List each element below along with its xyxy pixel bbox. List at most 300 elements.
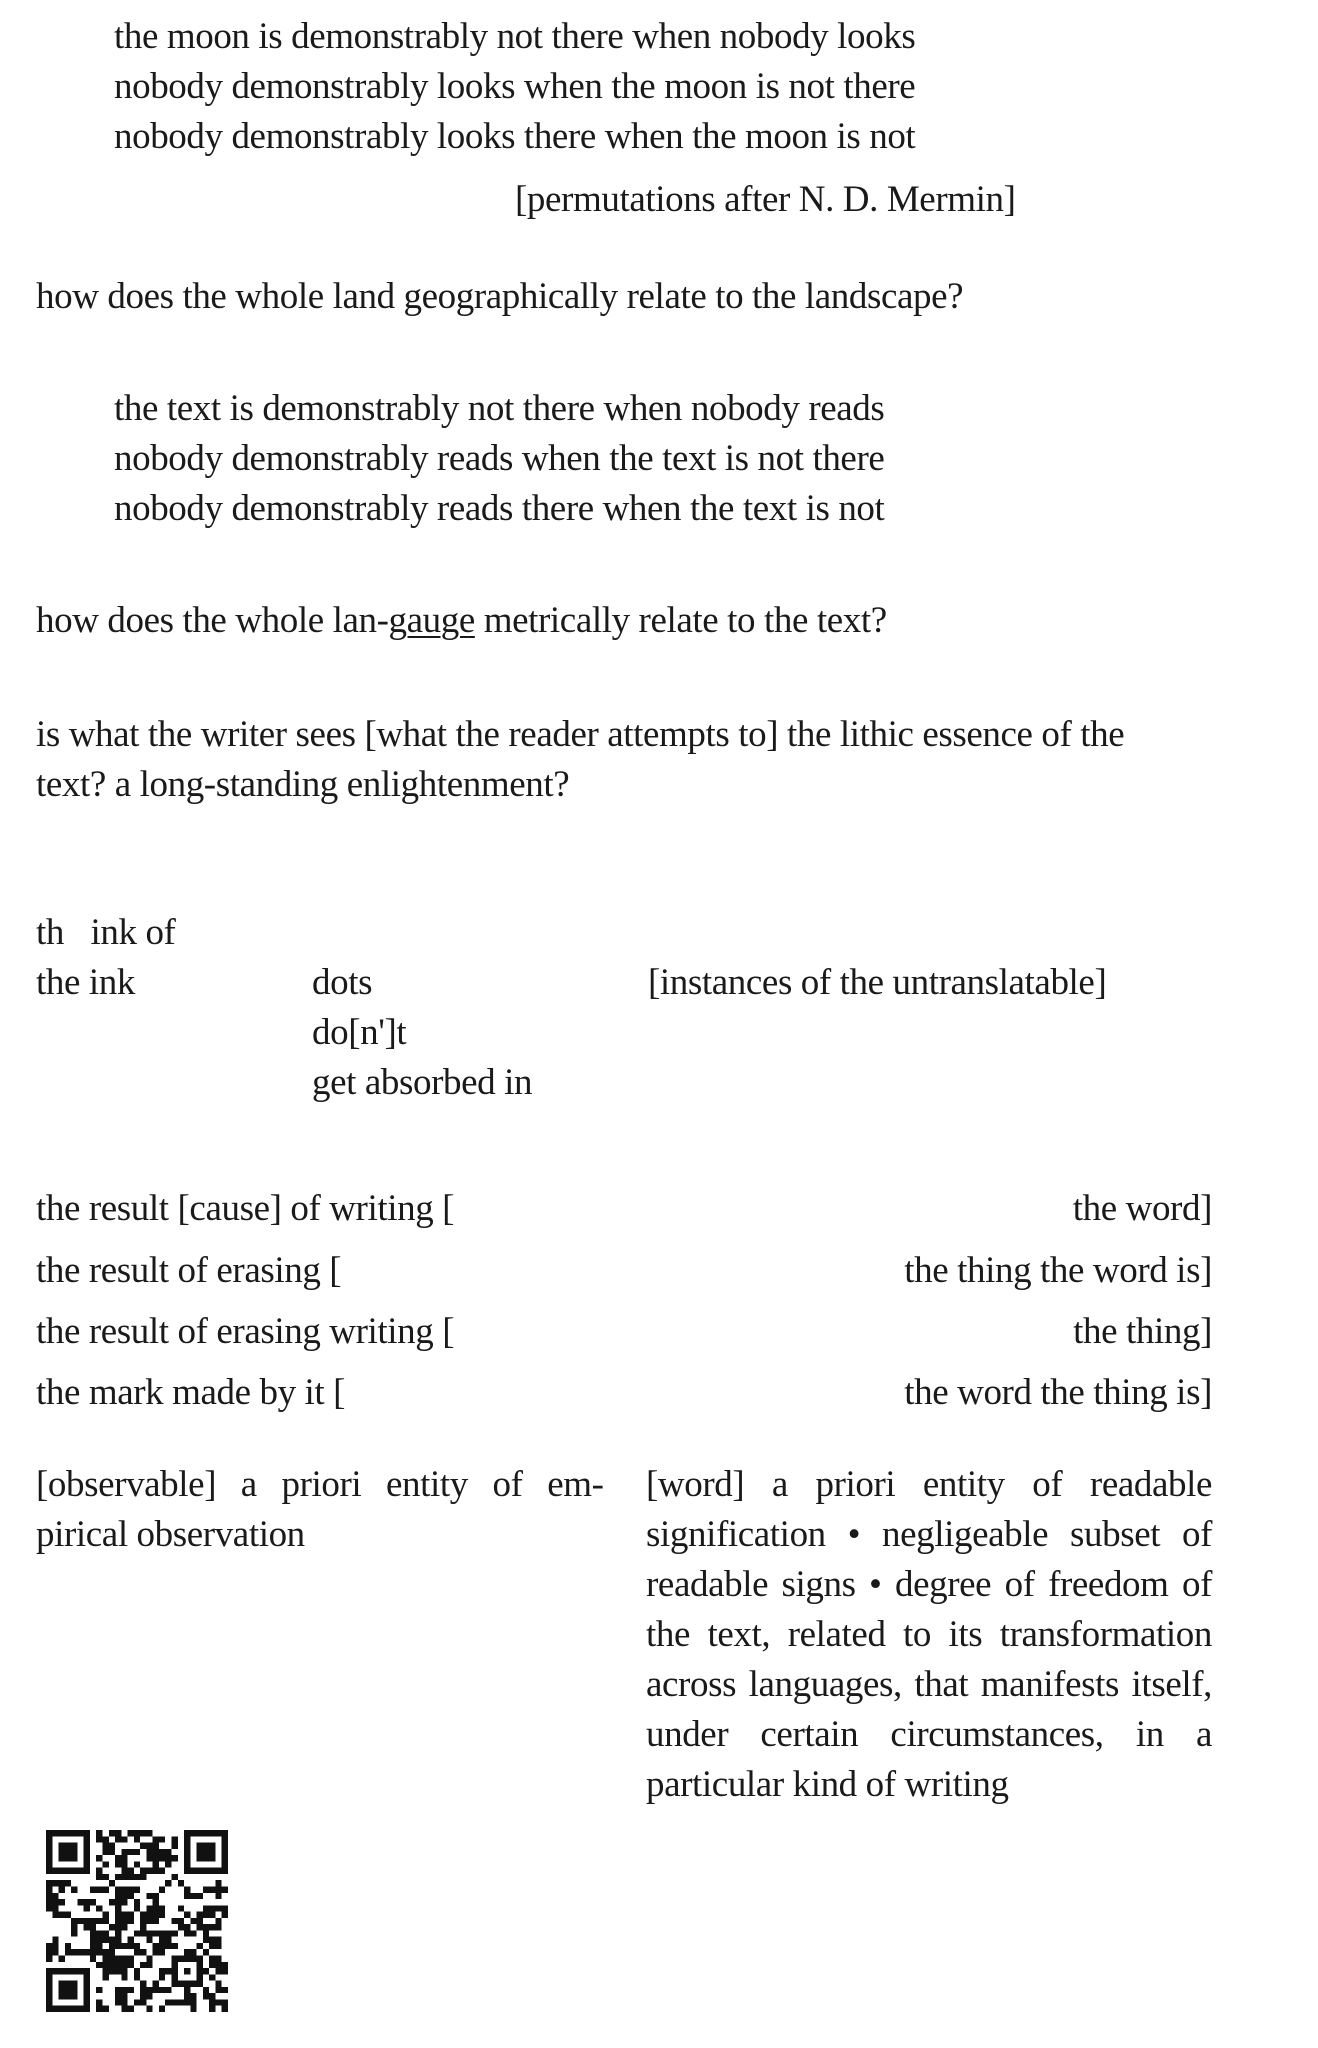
qr-module xyxy=(140,1843,146,1849)
qr-module xyxy=(115,1987,121,1993)
qr-module xyxy=(159,1974,165,1980)
qr-module xyxy=(140,1993,146,1999)
qr-module xyxy=(115,1836,121,1842)
qr-module xyxy=(140,1874,146,1880)
attribution: [permutations after N. D. Mermin] xyxy=(515,179,1016,220)
qr-module xyxy=(46,1956,52,1962)
qr-module xyxy=(203,1912,209,1918)
qr-module xyxy=(190,1999,196,2005)
qr-module xyxy=(159,1968,165,1974)
qr-module xyxy=(109,1968,115,1974)
qr-module xyxy=(71,1993,77,1999)
qr-module xyxy=(215,1968,221,1974)
qr-module xyxy=(215,1962,221,1968)
qr-module xyxy=(222,1905,228,1911)
qr-module xyxy=(165,1968,171,1974)
qr-module xyxy=(65,1880,71,1886)
qr-module xyxy=(59,1981,65,1987)
qr-module xyxy=(209,2006,215,2012)
qr-module xyxy=(190,1830,196,1836)
qr-module xyxy=(159,1905,165,1911)
qr-module xyxy=(197,1956,203,1962)
qr-module xyxy=(172,1981,178,1987)
qr-module xyxy=(71,1949,77,1955)
qr-module xyxy=(115,1962,121,1968)
definition-right: [word] a priori entity of readable signification • negligeable subset of readable signs • degree of freedom of the text, related to its transformation across languages, that manifests itself, under certain circumstances, in a particular kind of writing xyxy=(646,1464,1212,1805)
qr-module xyxy=(46,1949,52,1955)
qr-module xyxy=(140,1987,146,1993)
qr-module xyxy=(153,1855,159,1861)
qr-module xyxy=(84,1987,90,1993)
qr-module xyxy=(197,1981,203,1987)
qr-module xyxy=(140,1949,146,1955)
qr-module xyxy=(121,1893,127,1899)
qr-module xyxy=(134,1874,140,1880)
qr-module xyxy=(59,2006,65,2012)
qr-module xyxy=(71,1849,77,1855)
qr-module xyxy=(178,1981,184,1987)
qr-module xyxy=(134,1974,140,1980)
question-language-before: how does the whole lan- xyxy=(36,600,389,641)
qr-module xyxy=(121,1974,127,1980)
qr-module xyxy=(96,1930,102,1936)
qr-module xyxy=(153,1836,159,1842)
qr-module xyxy=(184,1843,190,1849)
qr-module xyxy=(178,1880,184,1886)
qr-module xyxy=(197,1918,203,1924)
qr-module xyxy=(46,1855,52,1861)
qr-module xyxy=(159,1987,165,1993)
qr-module xyxy=(178,1918,184,1924)
qr-module xyxy=(77,1868,83,1874)
qr-module xyxy=(178,1956,184,1962)
qr-module xyxy=(215,1918,221,1924)
qr-module xyxy=(172,1956,178,1962)
qr-module xyxy=(165,1937,171,1943)
qr-module xyxy=(146,1918,152,1924)
qr-module xyxy=(96,1855,102,1861)
qr-module xyxy=(115,1855,121,1861)
qr-module xyxy=(90,1924,96,1930)
qr-module xyxy=(172,1930,178,1936)
question-writer-line-1: is what the writer sees [what the reader attempts to] the lithic essence of the xyxy=(36,714,1125,755)
qr-module xyxy=(184,1855,190,1861)
qr-module xyxy=(77,1968,83,1974)
qr-module xyxy=(203,1843,209,1849)
qr-module xyxy=(128,1937,134,1943)
qr-module xyxy=(153,1930,159,1936)
qr-module xyxy=(46,1943,52,1949)
qr-module xyxy=(52,2006,58,2012)
qr-module xyxy=(184,1999,190,2005)
qr-module xyxy=(146,1843,152,1849)
qr-module xyxy=(65,1843,71,1849)
qr-module xyxy=(109,1949,115,1955)
qr-module xyxy=(121,1943,127,1949)
question-land: how does the whole land geographically relate to the landscape? xyxy=(36,276,964,317)
qr-module xyxy=(209,1905,215,1911)
qr-module xyxy=(77,2006,83,2012)
qr-module xyxy=(84,1836,90,1842)
qr-module xyxy=(46,1993,52,1999)
qr-module xyxy=(84,1849,90,1855)
result-row-2-left: the result of erasing [ xyxy=(36,1250,342,1291)
qr-module xyxy=(134,1999,140,2005)
qr-module xyxy=(102,1861,108,1867)
qr-module xyxy=(209,1886,215,1892)
qr-module xyxy=(203,1924,209,1930)
qr-module xyxy=(115,1968,121,1974)
qr-module xyxy=(222,1962,228,1968)
ink-column-line-2: do[n']t xyxy=(312,1012,407,1053)
qr-module xyxy=(146,1893,152,1899)
qr-module xyxy=(46,1843,52,1849)
qr-module xyxy=(96,1962,102,1968)
qr-module xyxy=(71,1918,77,1924)
qr-module xyxy=(209,1843,215,1849)
qr-module xyxy=(222,1999,228,2005)
qr-module xyxy=(165,1999,171,2005)
qr-module xyxy=(52,1893,58,1899)
stanza-moon-line-2: nobody demonstrably looks when the moon is not there xyxy=(114,66,916,107)
qr-module xyxy=(172,1974,178,1980)
qr-module xyxy=(190,1993,196,1999)
qr-module xyxy=(128,1987,134,1993)
qr-module xyxy=(65,1987,71,1993)
qr-module xyxy=(197,1968,203,1974)
qr-module xyxy=(84,1993,90,1999)
qr-module xyxy=(222,2006,228,2012)
qr-module xyxy=(146,1830,152,1836)
qr-module xyxy=(184,1830,190,1836)
qr-module xyxy=(52,1905,58,1911)
ink-line-2: the ink xyxy=(36,962,135,1003)
ink-column-line-3: get absorbed in xyxy=(312,1062,533,1103)
qr-module xyxy=(159,1930,165,1936)
qr-module xyxy=(121,1874,127,1880)
qr-module xyxy=(121,1968,127,1974)
qr-module xyxy=(71,1981,77,1987)
qr-module xyxy=(121,1861,127,1867)
qr-module xyxy=(222,1849,228,1855)
qr-code-icon xyxy=(46,1830,228,2012)
qr-module xyxy=(46,1836,52,1842)
qr-module xyxy=(96,1830,102,1836)
result-row-3-left: the result of erasing writing [ xyxy=(36,1311,455,1352)
qr-module xyxy=(153,1905,159,1911)
qr-module xyxy=(121,1924,127,1930)
qr-module xyxy=(184,1981,190,1987)
qr-module xyxy=(184,1886,190,1892)
qr-module xyxy=(90,1930,96,1936)
qr-module xyxy=(46,1987,52,1993)
qr-module xyxy=(172,1843,178,1849)
qr-module xyxy=(84,1924,90,1930)
qr-module xyxy=(159,1912,165,1918)
stanza-text-line-2: nobody demonstrably reads when the text is not there xyxy=(114,438,885,479)
qr-module xyxy=(134,1968,140,1974)
qr-module xyxy=(215,1893,221,1899)
qr-module xyxy=(203,1886,209,1892)
qr-module xyxy=(71,1968,77,1974)
qr-module xyxy=(59,1956,65,1962)
qr-module xyxy=(59,1855,65,1861)
qr-module xyxy=(197,1855,203,1861)
qr-module xyxy=(65,1943,71,1949)
qr-module xyxy=(90,1949,96,1955)
qr-module xyxy=(172,1999,178,2005)
qr-module xyxy=(146,1855,152,1861)
qr-module xyxy=(209,1924,215,1930)
qr-module xyxy=(140,1962,146,1968)
qr-module xyxy=(203,1855,209,1861)
qr-module xyxy=(190,1949,196,1955)
qr-module xyxy=(165,1987,171,1993)
qr-module xyxy=(165,1880,171,1886)
qr-module xyxy=(65,1949,71,1955)
qr-module xyxy=(96,1836,102,1842)
qr-module xyxy=(84,1899,90,1905)
qr-module xyxy=(146,1993,152,1999)
qr-module xyxy=(159,1949,165,1955)
qr-module xyxy=(215,1937,221,1943)
qr-module xyxy=(52,1899,58,1905)
qr-module xyxy=(203,1987,209,1993)
qr-module xyxy=(172,1962,178,1968)
qr-module xyxy=(115,1943,121,1949)
qr-module xyxy=(159,1855,165,1861)
qr-module xyxy=(159,2006,165,2012)
qr-module xyxy=(121,1849,127,1855)
qr-module xyxy=(46,1974,52,1980)
qr-module xyxy=(140,1918,146,1924)
qr-module xyxy=(134,1849,140,1855)
qr-module xyxy=(222,1868,228,1874)
qr-module xyxy=(59,1830,65,1836)
qr-module xyxy=(71,1868,77,1874)
qr-module xyxy=(121,1962,127,1968)
qr-module xyxy=(90,1937,96,1943)
qr-module xyxy=(165,1861,171,1867)
qr-module xyxy=(109,1830,115,1836)
qr-module xyxy=(134,1943,140,1949)
qr-module xyxy=(222,1861,228,1867)
qr-module xyxy=(209,1937,215,1943)
qr-module xyxy=(121,1999,127,2005)
qr-module xyxy=(203,1968,209,1974)
qr-module xyxy=(77,1899,83,1905)
qr-module xyxy=(115,1956,121,1962)
qr-module xyxy=(102,1968,108,1974)
qr-module xyxy=(59,1880,65,1886)
qr-module xyxy=(184,1861,190,1867)
qr-module xyxy=(197,1924,203,1930)
ink-line-1: th ink of xyxy=(36,912,176,953)
qr-module xyxy=(140,1930,146,1936)
qr-module xyxy=(222,1987,228,1993)
qr-module xyxy=(190,1868,196,1874)
qr-module xyxy=(172,1855,178,1861)
qr-module xyxy=(115,1899,121,1905)
qr-module xyxy=(190,1918,196,1924)
qr-module xyxy=(140,1830,146,1836)
qr-module xyxy=(59,1843,65,1849)
qr-module xyxy=(140,1999,146,2005)
qr-module xyxy=(59,1912,65,1918)
qr-module xyxy=(71,1843,77,1849)
qr-module xyxy=(46,1861,52,1867)
qr-module xyxy=(52,1830,58,1836)
question-writer xyxy=(36,710,1124,810)
qr-module xyxy=(109,1849,115,1855)
qr-module xyxy=(65,1981,71,1987)
qr-module xyxy=(84,1843,90,1849)
qr-module xyxy=(102,1874,108,1880)
qr-module xyxy=(84,1905,90,1911)
qr-module xyxy=(102,1886,108,1892)
qr-module xyxy=(190,1930,196,1936)
qr-module xyxy=(215,1943,221,1949)
qr-module xyxy=(115,1937,121,1943)
qr-module xyxy=(65,1849,71,1855)
qr-module xyxy=(121,1855,127,1861)
qr-module xyxy=(172,1874,178,1880)
stanza-text-line-3: nobody demonstrably reads there when the text is not xyxy=(114,488,885,529)
qr-module xyxy=(134,1905,140,1911)
qr-module xyxy=(222,1855,228,1861)
qr-module xyxy=(165,1930,171,1936)
qr-module xyxy=(59,1886,65,1892)
qr-module xyxy=(84,1830,90,1836)
qr-module xyxy=(121,1993,127,1999)
qr-module xyxy=(153,1861,159,1867)
qr-module xyxy=(128,2006,134,2012)
qr-module xyxy=(209,1912,215,1918)
qr-module xyxy=(128,1962,134,1968)
qr-module xyxy=(197,1849,203,1855)
qr-module xyxy=(197,1962,203,1968)
qr-module xyxy=(59,1968,65,1974)
qr-module xyxy=(140,1981,146,1987)
result-row-3-right: the thing] xyxy=(1073,1311,1212,1352)
qr-module xyxy=(71,1930,77,1936)
qr-module xyxy=(190,2006,196,2012)
qr-module xyxy=(159,1886,165,1892)
qr-module xyxy=(59,1993,65,1999)
qr-module xyxy=(197,1893,203,1899)
qr-module xyxy=(52,1912,58,1918)
qr-module xyxy=(153,1843,159,1849)
qr-module xyxy=(146,1956,152,1962)
qr-module xyxy=(52,1880,58,1886)
qr-module xyxy=(215,1830,221,1836)
qr-module xyxy=(209,1849,215,1855)
qr-module xyxy=(146,2006,152,2012)
qr-module xyxy=(153,1918,159,1924)
qr-module xyxy=(184,1849,190,1855)
qr-module xyxy=(153,1893,159,1899)
qr-module xyxy=(146,1987,152,1993)
qr-module xyxy=(109,1899,115,1905)
qr-module xyxy=(115,1918,121,1924)
qr-module xyxy=(52,1868,58,1874)
qr-module xyxy=(190,1893,196,1899)
qr-module xyxy=(128,1868,134,1874)
stanza-moon-line-1: the moon is demonstrably not there when nobody looks xyxy=(114,16,916,57)
qr-module xyxy=(102,1956,108,1962)
qr-module xyxy=(209,1974,215,1980)
qr-module xyxy=(102,2006,108,2012)
qr-module xyxy=(128,1849,134,1855)
qr-module xyxy=(184,1912,190,1918)
qr-module xyxy=(96,1874,102,1880)
qr-module xyxy=(46,1968,52,1974)
qr-module xyxy=(197,1974,203,1980)
qr-module xyxy=(121,1912,127,1918)
qr-module xyxy=(222,1830,228,1836)
qr-module xyxy=(84,1968,90,1974)
qr-module xyxy=(222,1968,228,1974)
qr-module xyxy=(46,2006,52,2012)
qr-module xyxy=(84,2006,90,2012)
qr-module xyxy=(46,1981,52,1987)
qr-module xyxy=(121,1918,127,1924)
qr-module xyxy=(115,1893,121,1899)
qr-module xyxy=(84,1981,90,1987)
qr-module xyxy=(90,1899,96,1905)
qr-module xyxy=(46,1830,52,1836)
result-row-4-left: the mark made by it [ xyxy=(36,1372,346,1413)
qr-module xyxy=(109,1962,115,1968)
qr-module xyxy=(203,1905,209,1911)
qr-module xyxy=(178,1999,184,2005)
qr-module xyxy=(134,1886,140,1892)
qr-module xyxy=(197,1843,203,1849)
qr-module xyxy=(209,1962,215,1968)
qr-module xyxy=(215,1905,221,1911)
qr-module xyxy=(165,1855,171,1861)
qr-module xyxy=(109,1924,115,1930)
qr-module xyxy=(46,1868,52,1874)
qr-module xyxy=(121,1956,127,1962)
qr-module xyxy=(203,1937,209,1943)
qr-module xyxy=(46,1893,52,1899)
qr-module xyxy=(71,1924,77,1930)
qr-module xyxy=(96,1987,102,1993)
qr-module xyxy=(115,1905,121,1911)
qr-module xyxy=(90,1918,96,1924)
qr-module xyxy=(134,1861,140,1867)
qr-module xyxy=(178,1905,184,1911)
qr-module xyxy=(109,1943,115,1949)
result-row-1-left: the result [cause] of writing [ xyxy=(36,1188,455,1229)
qr-module xyxy=(209,1830,215,1836)
qr-module xyxy=(96,1999,102,2005)
qr-module xyxy=(77,1918,83,1924)
qr-module xyxy=(203,1949,209,1955)
qr-module xyxy=(159,1937,165,1943)
qr-module xyxy=(90,1886,96,1892)
qr-module xyxy=(52,1943,58,1949)
qr-module xyxy=(215,1868,221,1874)
qr-module xyxy=(115,1924,121,1930)
qr-module xyxy=(134,1899,140,1905)
qr-module xyxy=(203,1993,209,1999)
qr-module xyxy=(71,1830,77,1836)
qr-module xyxy=(96,1943,102,1949)
qr-module xyxy=(121,1987,127,1993)
ink-bracket: [instances of the untranslatable] xyxy=(648,962,1107,1003)
